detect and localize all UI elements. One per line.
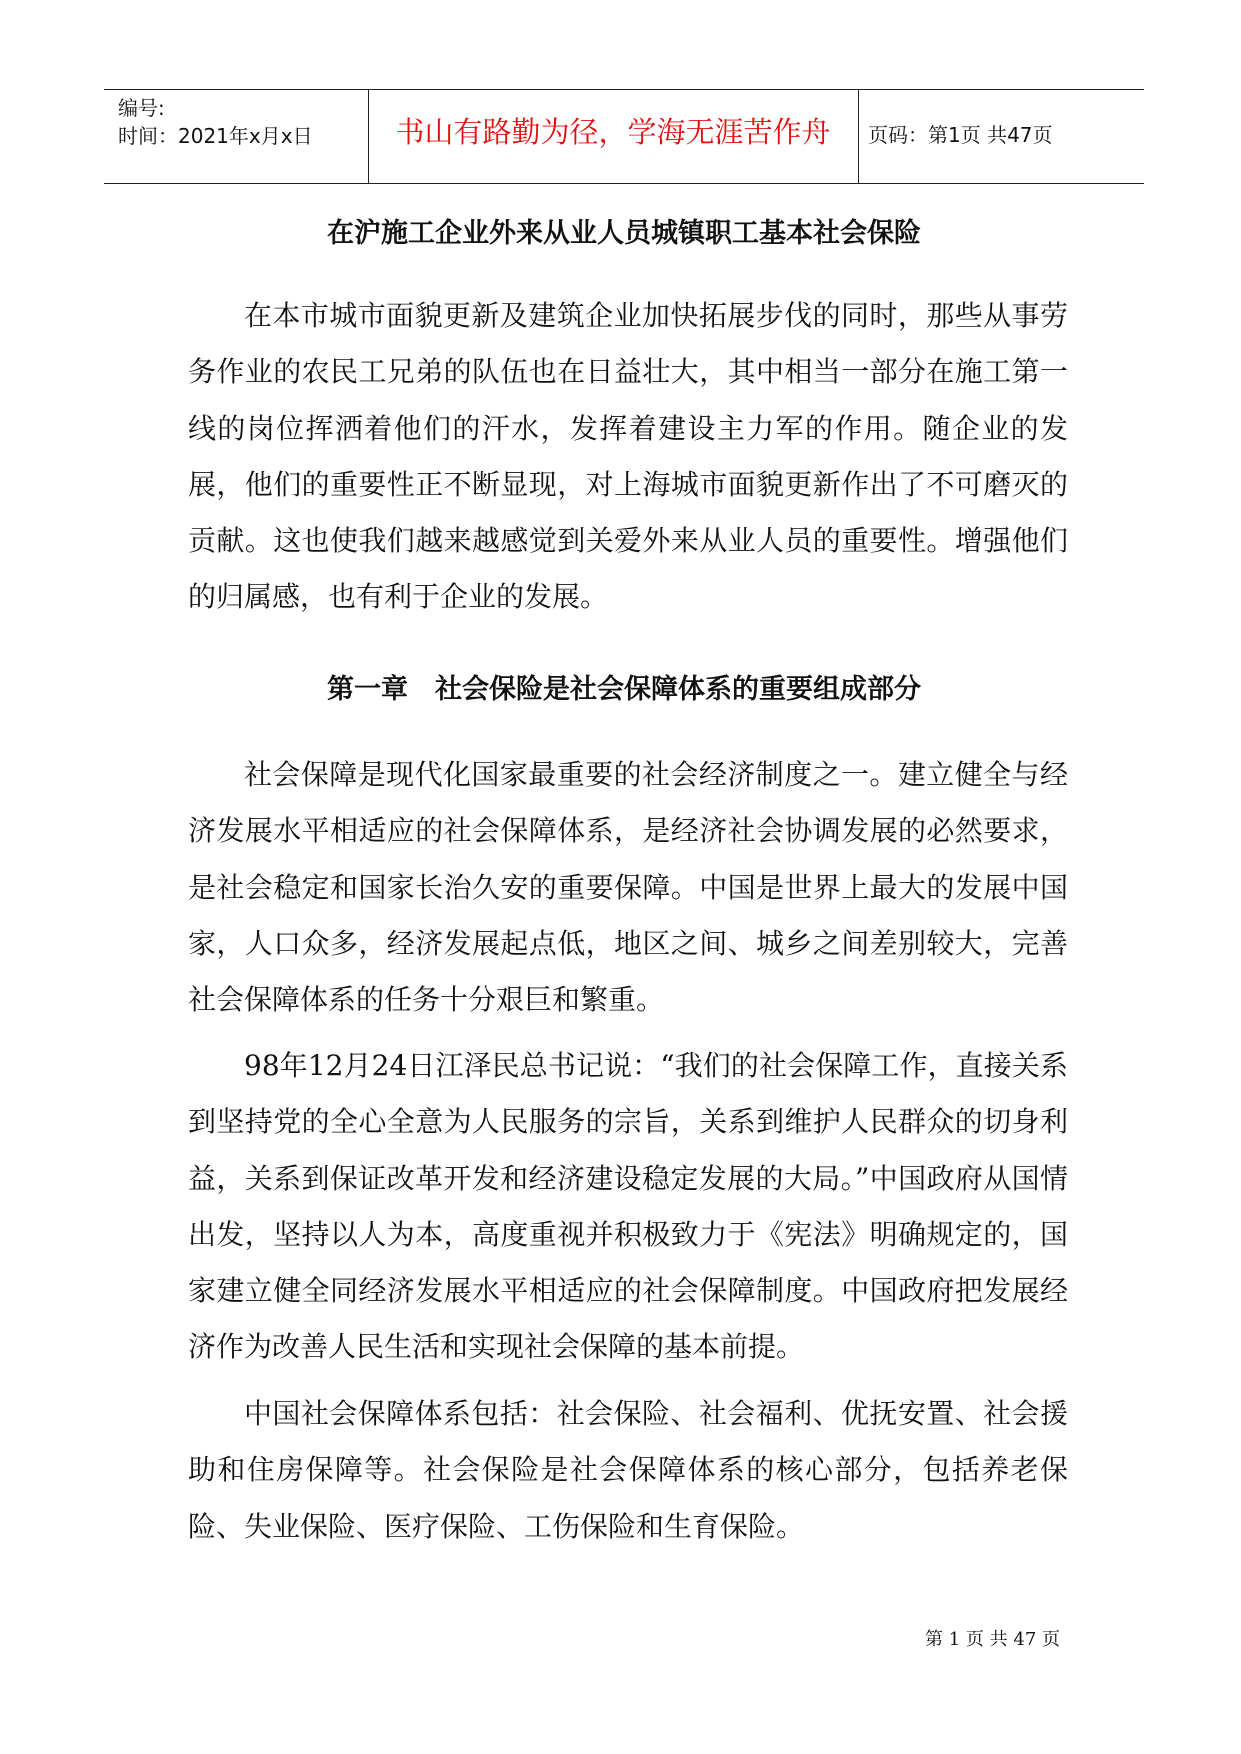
intro-paragraph: 在本市城市面貌更新及建筑企业加快拓展步伐的同时，那些从事劳务作业的农民工兄弟的队伍也在日益壮大，其中相当一部分在施工第一线的岗位挥洒着他们的汗水，发挥着建设主力军的作用。随企业的发展，他们的重要性正不断显现，对上海城市面貌更新作出了不可磨灭的贡献。这也使我们越来越感觉到关爱外来从业人员的重要性。增强他们的归属感，也有利于企业的发展。: [188, 299, 1068, 614]
header-page-info: 页码：第1页 共47页: [868, 123, 1053, 147]
chapter-title: 第一章 社会保险是社会保障体系的重要组成部分: [327, 674, 921, 705]
header-meta: [118, 94, 358, 150]
document-title: 在沪施工企业外来从业人员城镇职工基本社会保险: [327, 218, 921, 249]
page-footer: 第 1 页 共 47 页: [925, 1629, 1060, 1650]
header-motto: 书山有路勤为径，学海无涯苦作舟: [395, 115, 831, 149]
document-time-label: 时间：2021年x月x日: [118, 124, 313, 148]
chapter-paragraph-3: 中国社会保障体系包括：社会保险、社会福利、优抚安置、社会援助和住房保障等。社会保险是社会保障体系的核心部分，包括养老保险、失业保险、医疗保险、工伤保险和生育保险。: [188, 1397, 1068, 1543]
page-header: [104, 89, 1144, 184]
header-divider-right: [858, 90, 859, 183]
chapter-paragraph-1: 社会保障是现代化国家最重要的社会经济制度之一。建立健全与经济发展水平相适应的社会保障体系，是经济社会协调发展的必然要求，是社会稳定和国家长治久安的重要保障。中国是世界上最大的发展中国家，人口众多，经济发展起点低，地区之间、城乡之间差别较大，完善社会保障体系的任务十分艰巨和繁重。: [188, 758, 1068, 1017]
document-number-label: 编号:: [118, 96, 165, 120]
chapter-paragraph-2: 98年12月24日江泽民总书记说：“我们的社会保障工作，直接关系到坚持党的全心全意为人民服务的宗旨，关系到维护人民群众的切身利益，关系到保证改革开发和经济建设稳定发展的大局。”中国政府从国情出发，坚持以人为本，高度重视并积极致力于《宪法》明确规定的，国家建立健全同经济发展水平相适应的社会保障制度。中国政府把发展经济作为改善人民生活和实现社会保障的基本前提。: [188, 1049, 1068, 1364]
